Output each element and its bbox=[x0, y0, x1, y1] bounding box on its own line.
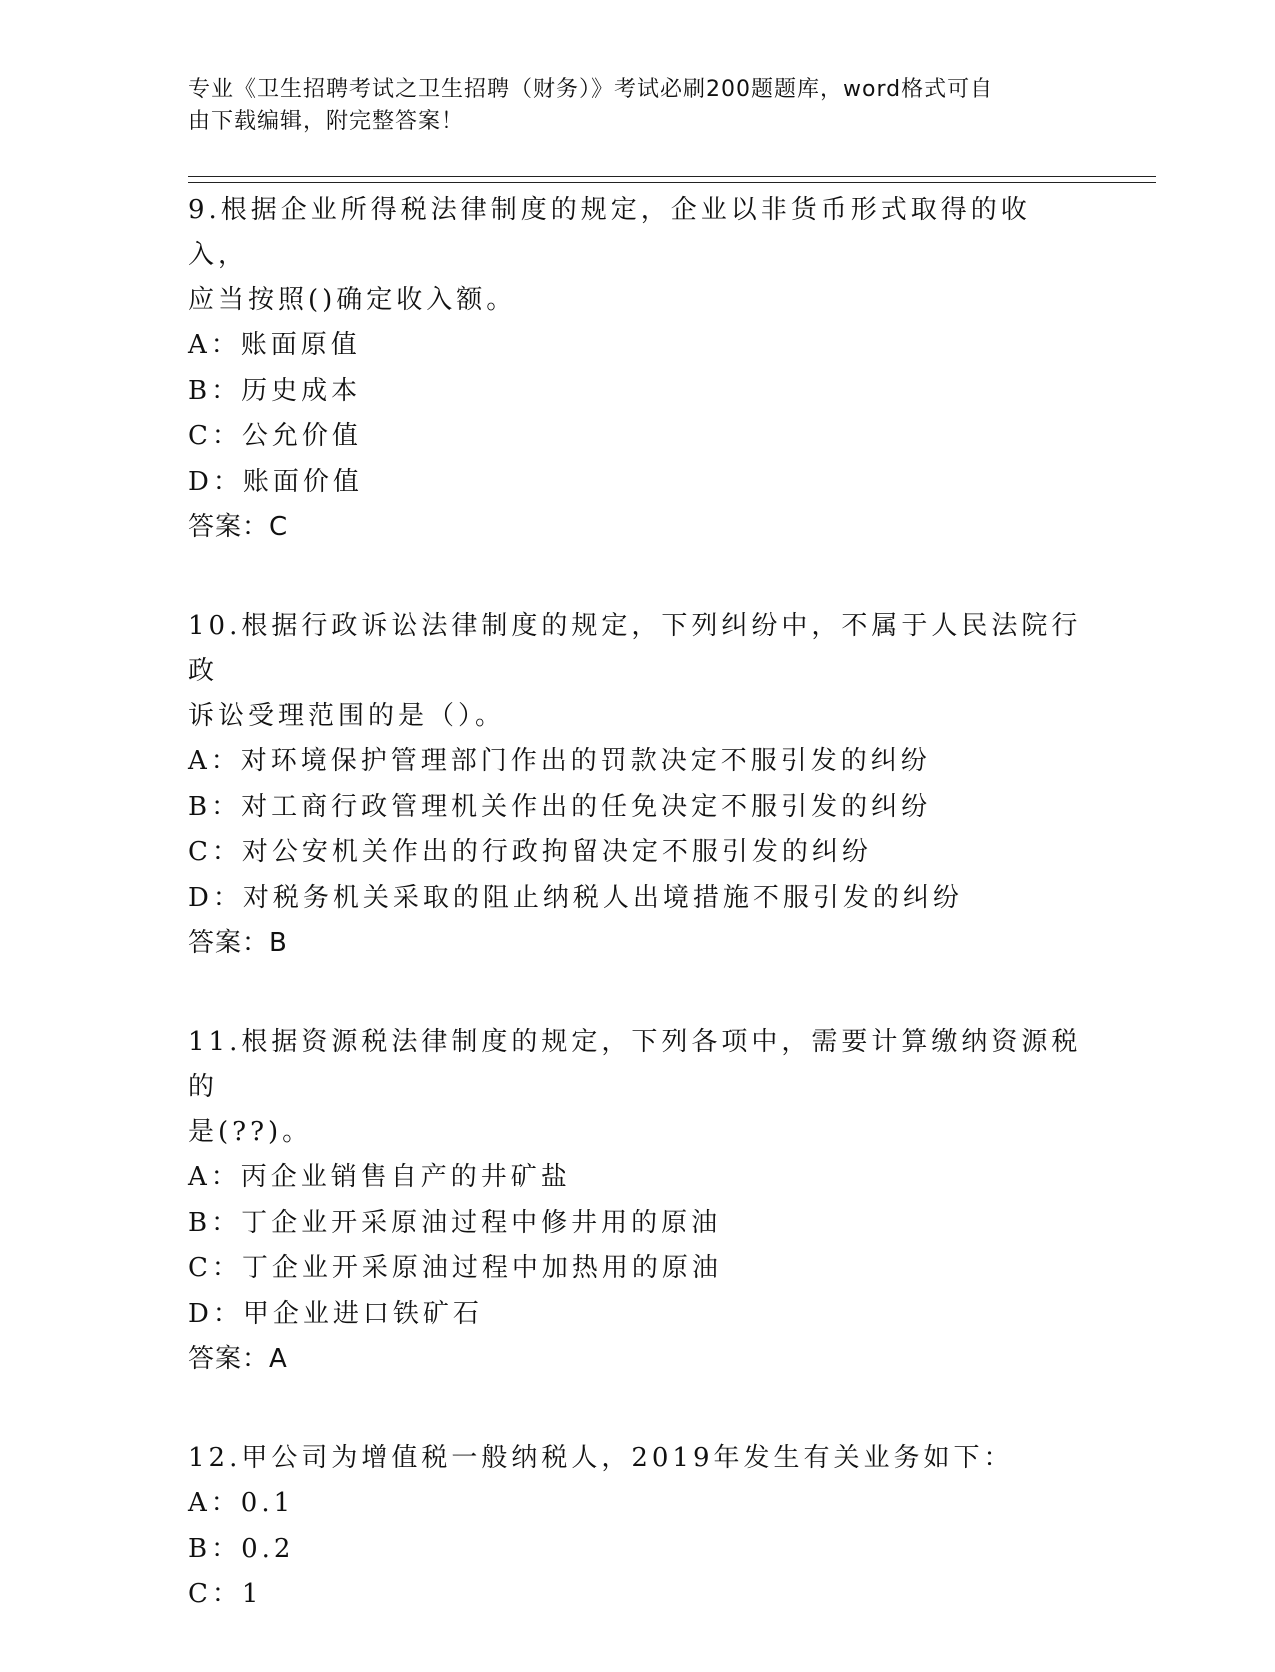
question-stem-line-2: 是(??)。 bbox=[188, 1117, 313, 1147]
question-stem-line-1: 11.根据资源税法律制度的规定，下列各项中，需要计算缴纳资源税的 bbox=[188, 1027, 1082, 1102]
option-c: C：公允价值 bbox=[188, 421, 362, 451]
answer-line: 答案：A bbox=[188, 1344, 288, 1374]
option-b: B：对工商行政管理机关作出的任免决定不服引发的纠纷 bbox=[188, 791, 932, 822]
question-stem-line-1: 10.根据行政诉讼法律制度的规定，下列纠纷中，不属于人民法院行政 bbox=[188, 611, 1082, 686]
option-b: B：丁企业开采原油过程中修井用的原油 bbox=[188, 1207, 722, 1238]
option-d: D：甲企业进口铁矿石 bbox=[188, 1298, 483, 1329]
option-a: A：对环境保护管理部门作出的罚款决定不服引发的纠纷 bbox=[188, 746, 931, 776]
option-a: A：丙企业销售自产的井矿盐 bbox=[188, 1162, 571, 1192]
option-a: A：账面原值 bbox=[188, 330, 361, 360]
option-d: D：对税务机关采取的阻止纳税人出境措施不服引发的纠纷 bbox=[188, 882, 963, 913]
option-d: D：账面价值 bbox=[188, 466, 363, 497]
question-list bbox=[188, 188, 1088, 1672]
option-b: B：历史成本 bbox=[188, 375, 362, 406]
question-12 bbox=[188, 1436, 1088, 1618]
header-divider-top bbox=[188, 176, 1156, 177]
header-line-1: 专业《卫生招聘考试之卫生招聘（财务）》考试必刷200题题库，word格式可自 bbox=[188, 77, 994, 102]
header-divider-bottom bbox=[188, 182, 1156, 183]
question-stem-line-1: 9.根据企业所得税法律制度的规定，企业以非货币形式取得的收入， bbox=[188, 195, 1031, 270]
question-10 bbox=[188, 604, 1088, 966]
document-header bbox=[188, 74, 1068, 138]
question-9 bbox=[188, 188, 1088, 550]
question-stem-line-2: 诉讼受理范围的是（）。 bbox=[188, 701, 506, 731]
question-stem-line-2: 应当按照()确定收入额。 bbox=[188, 285, 517, 315]
answer-line: 答案：B bbox=[188, 928, 288, 958]
answer-line: 答案：C bbox=[188, 512, 289, 542]
option-c: C：对公安机关作出的行政拘留决定不服引发的纠纷 bbox=[188, 837, 872, 867]
question-stem-line-1: 12.甲公司为增值税一般纳税人，2019年发生有关业务如下： bbox=[188, 1443, 1014, 1473]
header-line-2: 由下载编辑，附完整答案！ bbox=[188, 109, 465, 134]
question-11 bbox=[188, 1020, 1088, 1382]
option-c: C：丁企业开采原油过程中加热用的原油 bbox=[188, 1253, 722, 1283]
option-c: C：1 bbox=[188, 1579, 263, 1609]
option-a: A：0.1 bbox=[188, 1488, 295, 1518]
option-b: B：0.2 bbox=[188, 1533, 295, 1564]
